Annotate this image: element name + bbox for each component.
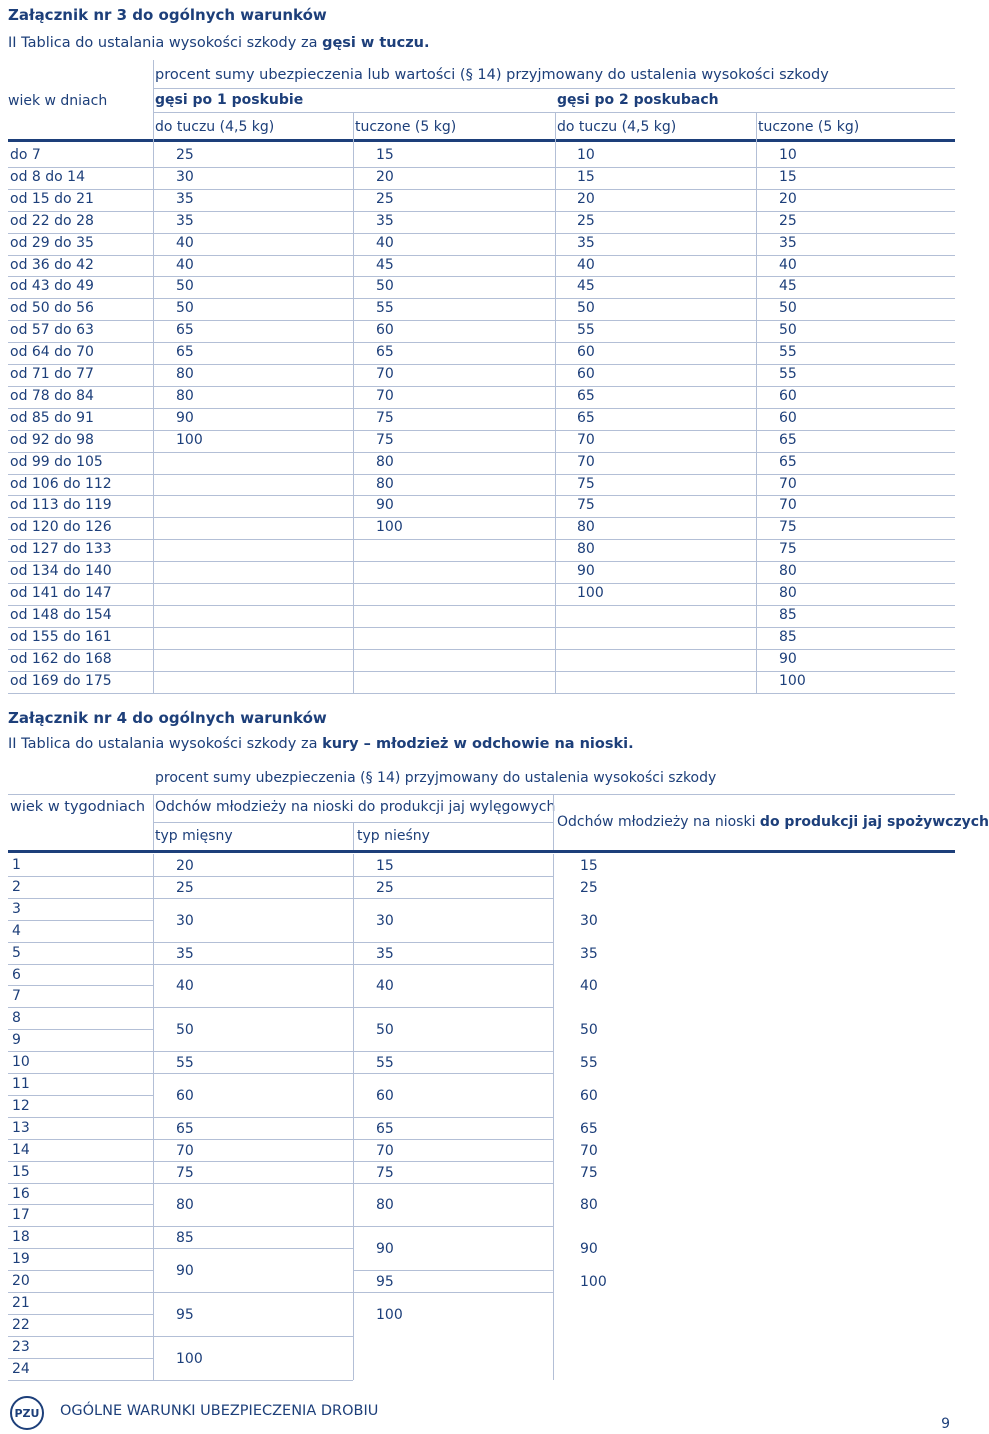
row-rule [153,1051,353,1052]
row-rule [353,964,553,965]
value-c1: 95 [176,1306,194,1323]
row-age-label: od 141 do 147 [10,585,112,601]
row-value-col-1: 25 [176,147,194,163]
row-rule [153,1161,353,1162]
row-rule [8,1358,153,1359]
value-c2: 30 [376,912,394,929]
row-rule [8,211,955,212]
value-c1: 35 [176,945,194,962]
row-value-col-3: 45 [577,278,595,295]
row-rule [8,255,955,256]
row-rule [353,1226,553,1227]
row-value-col-3: 55 [577,322,595,339]
row-value-col-3: 80 [577,519,595,536]
row-rule [8,452,955,453]
row-age-label: od 29 do 35 [10,234,94,251]
row-rule [8,1204,153,1205]
row-rule [353,898,553,899]
value-c2: 60 [376,1087,394,1104]
row-age-label: od 92 do 98 [10,431,94,448]
header-divider-1 [153,794,154,850]
row-rule [153,1183,353,1184]
row-rule [8,876,153,877]
row-value-col-4: 90 [779,650,797,667]
header-divider-2 [353,822,354,850]
row-value-col-3: 70 [577,453,595,470]
week-label: 12 [12,1097,30,1114]
row-rule [8,1380,153,1381]
row-value-col-4: 85 [779,628,797,645]
section4-title: Załącznik nr 4 do ogólnych warunków [8,709,327,727]
pzu-logo: PZU [10,1396,44,1430]
row-value-col-3: 50 [577,300,595,317]
row-age-label: od 15 do 21 [10,190,94,207]
value-c1: 100 [176,1350,203,1367]
row-value-col-2: 80 [376,453,394,470]
header-group-2: gęsi po 2 poskubach [557,92,719,108]
row-rule [8,408,955,409]
row-age-label: od 99 do 105 [10,453,103,470]
row-age-label: od 50 do 56 [10,300,94,317]
row-rule [8,1226,153,1227]
row-age-label: od 148 do 154 [10,606,112,623]
row-rule [353,1270,553,1271]
row-rule [8,1292,153,1293]
row-rule [8,1007,153,1008]
value-c3: 60 [580,1087,598,1104]
page-number: 9 [941,1416,950,1432]
value-c3: 100 [580,1274,607,1291]
header-divider-left [153,60,154,112]
row-value-col-2: 70 [376,366,394,382]
row-age-label: od 106 do 112 [10,475,112,492]
week-label: 13 [12,1119,30,1136]
row-rule [8,1183,153,1184]
row-value-col-1: 40 [176,234,194,251]
row-rule [8,474,955,475]
value-c3: 75 [580,1164,598,1181]
value-c3: 55 [580,1055,598,1072]
row-rule [353,1183,553,1184]
value-c2: 75 [376,1164,394,1181]
row-rule [353,942,553,943]
row-age-label: od 85 do 91 [10,409,94,426]
row-rule [8,1314,153,1315]
week-label: 7 [12,988,21,1005]
row-age-label: od 36 do 42 [10,256,94,273]
value-c2: 50 [376,1022,394,1039]
week-label: 15 [12,1163,30,1180]
value-c1: 85 [176,1230,194,1247]
section3-subtitle-bold: gęsi w tuczu. [322,35,430,51]
value-c1: 60 [176,1087,194,1104]
row-value-col-3: 25 [577,212,595,229]
week-label: 1 [12,857,21,873]
week-label: 10 [12,1054,30,1071]
row-rule [353,1161,553,1162]
value-c3: 90 [580,1241,598,1258]
row-age-label: od 57 do 63 [10,322,94,339]
header-percent-label: procent sumy ubezpieczenia lub wartości (§ 14) przyjmowany do ustalenia wysokości szkody [155,67,829,83]
row-value-col-2: 80 [376,475,394,492]
row-rule [8,1073,153,1074]
value-c2: 35 [376,945,394,962]
row-rule [353,1139,553,1140]
section4-subtitle-prefix: II Tablica do ustalania wysokości szkody za [8,736,323,752]
row-value-col-3: 10 [577,147,595,163]
row-rule [8,430,955,431]
value-c1: 40 [176,978,194,995]
row-rule [8,233,955,234]
week-label: 20 [12,1273,30,1290]
row-value-col-1: 50 [176,300,194,317]
week-label: 4 [12,922,21,939]
value-c2: 80 [376,1197,394,1214]
value-c2: 90 [376,1241,394,1258]
row-value-col-2: 70 [376,387,394,404]
row-value-col-4: 75 [779,519,797,536]
week-label: 14 [12,1141,30,1158]
header-rule-mid [153,112,955,113]
row-rule [353,1117,553,1118]
row-value-col-3: 20 [577,190,595,207]
row-value-col-1: 30 [176,168,194,185]
row-value-col-4: 45 [779,278,797,295]
row-rule [8,920,153,921]
header-divider-3 [553,794,554,850]
header-rule-top [8,794,955,795]
week-label: 16 [12,1185,30,1202]
row-rule [8,627,955,628]
row-rule [8,942,153,943]
footer-text: OGÓLNE WARUNKI UBEZPIECZENIA DROBIU [60,1403,379,1419]
header-group-1: Odchów młodzieży na nioski do produkcji jaj wylęgowych [155,799,556,815]
row-value-col-2: 100 [376,519,403,536]
row-rule [8,1051,153,1052]
value-c2: 65 [376,1120,394,1137]
row-rule [153,1292,353,1293]
row-value-col-3: 70 [577,431,595,448]
row-age-label: od 127 do 133 [10,541,112,558]
row-value-col-4: 25 [779,212,797,229]
row-rule [8,671,955,672]
row-value-col-3: 90 [577,563,595,580]
value-c3: 80 [580,1197,598,1214]
row-rule [153,1248,353,1249]
row-value-col-4: 65 [779,431,797,448]
section4-subtitle [8,736,634,752]
value-c3: 30 [580,912,598,929]
week-label: 3 [12,900,21,917]
row-age-label: od 43 do 49 [10,278,94,295]
header-group-2-bold: do produkcji jaj spożywczych [759,814,989,830]
row-age-label: od 162 do 168 [10,650,112,667]
row-value-col-3: 75 [577,497,595,514]
row-value-col-2: 60 [376,322,394,339]
row-value-col-2: 20 [376,168,394,185]
row-rule [8,495,955,496]
row-value-col-4: 55 [779,344,797,361]
row-rule [153,1117,353,1118]
row-value-col-3: 80 [577,541,595,558]
row-rule [153,1139,353,1140]
row-value-col-2: 25 [376,190,394,207]
value-c1: 20 [176,857,194,874]
row-rule [8,320,955,321]
row-age-label: do 7 [10,147,41,163]
row-value-col-1: 35 [176,212,194,229]
row-value-col-1: 80 [176,387,194,404]
header-group-2 [557,814,989,830]
header-age-label: wiek w dniach [8,93,108,109]
header-col-1: do tuczu (4,5 kg) [155,119,275,135]
row-value-col-4: 55 [779,366,797,382]
row-rule [8,964,153,965]
row-value-col-4: 100 [779,672,806,689]
row-rule [8,649,955,650]
value-c3: 40 [580,978,598,995]
value-c2: 15 [376,857,394,874]
row-rule [153,1007,353,1008]
row-value-col-4: 50 [779,300,797,317]
row-value-col-3: 65 [577,409,595,426]
week-label: 21 [12,1295,30,1311]
header-col-3: do tuczu (4,5 kg) [557,119,677,135]
row-value-col-4: 80 [779,585,797,601]
row-rule [8,517,955,518]
row-rule [153,942,353,943]
row-rule [153,1226,353,1227]
row-rule [353,1292,553,1293]
row-rule [353,1073,553,1074]
row-value-col-2: 75 [376,431,394,448]
week-label: 19 [12,1251,30,1268]
row-value-col-2: 75 [376,409,394,426]
row-rule [153,898,353,899]
row-rule [8,1029,153,1030]
row-value-col-4: 85 [779,606,797,623]
row-age-label: od 64 do 70 [10,344,94,361]
week-label: 22 [12,1316,30,1333]
header-age-label: wiek w tygodniach [10,799,146,815]
row-rule [153,876,353,877]
section3-title: Załącznik nr 3 do ogólnych warunków [8,6,327,24]
row-value-col-4: 50 [779,322,797,339]
row-value-col-3: 60 [577,366,595,382]
row-value-col-4: 10 [779,147,797,163]
row-value-col-2: 40 [376,234,394,251]
row-value-col-1: 35 [176,190,194,207]
value-c1: 65 [176,1120,194,1137]
column-divider-3 [553,854,554,1380]
row-rule [8,583,955,584]
row-rule [8,1117,153,1118]
row-value-col-4: 35 [779,234,797,251]
row-rule [153,1073,353,1074]
value-c1: 80 [176,1197,194,1214]
row-rule [153,964,353,965]
row-rule [8,561,955,562]
value-c1: 30 [176,912,194,929]
row-rule [8,1248,153,1249]
row-rule [8,693,955,694]
week-label: 6 [12,966,21,983]
row-value-col-3: 15 [577,168,595,185]
row-rule [8,898,153,899]
row-value-col-4: 65 [779,453,797,470]
row-value-col-3: 35 [577,234,595,251]
header-group-1: gęsi po 1 poskubie [155,92,304,108]
row-age-label: od 22 do 28 [10,212,94,229]
row-value-col-4: 40 [779,256,797,273]
week-label: 23 [12,1338,30,1355]
value-c3: 65 [580,1120,598,1137]
header-group-2-prefix: Odchów młodzieży na nioski [557,814,760,830]
row-rule [8,276,955,277]
row-rule [8,985,153,986]
row-value-col-2: 90 [376,497,394,514]
header-col-2: typ nieśny [357,828,430,844]
row-rule [8,605,955,606]
week-label: 18 [12,1229,30,1246]
section4-subtitle-bold: kury – młodzież w odchowie na nioski. [322,736,634,752]
week-label: 17 [12,1207,30,1224]
row-value-col-3: 60 [577,344,595,361]
row-value-col-2: 65 [376,344,394,361]
row-rule [153,1336,353,1337]
value-c1: 50 [176,1022,194,1039]
row-value-col-1: 90 [176,409,194,426]
row-value-col-3: 40 [577,256,595,273]
row-value-col-1: 65 [176,322,194,339]
header-rule-top [153,88,955,89]
value-c2: 100 [376,1306,403,1323]
row-rule [8,1161,153,1162]
header-col-2: tuczone (5 kg) [355,119,457,135]
value-c2: 40 [376,978,394,995]
row-rule [8,1270,153,1271]
row-value-col-1: 40 [176,256,194,273]
row-value-col-1: 80 [176,366,194,382]
value-c1: 75 [176,1164,194,1181]
row-age-label: od 113 do 119 [10,497,112,514]
value-c3: 15 [580,857,598,874]
week-label: 11 [12,1076,30,1092]
value-c3: 35 [580,945,598,962]
value-c2: 25 [376,879,394,896]
week-label: 8 [12,1010,21,1027]
row-value-col-1: 50 [176,278,194,295]
row-age-label: od 120 do 126 [10,519,112,536]
row-age-label: od 78 do 84 [10,387,94,404]
row-rule [8,364,955,365]
row-rule [8,342,955,343]
value-c2: 95 [376,1274,394,1291]
row-value-col-2: 50 [376,278,394,295]
row-value-col-3: 75 [577,475,595,492]
row-rule [8,298,955,299]
week-label: 2 [12,878,21,895]
row-value-col-2: 45 [376,256,394,273]
row-rule [8,1336,153,1337]
row-value-col-1: 100 [176,431,203,448]
row-value-col-3: 65 [577,387,595,404]
row-rule [153,1380,353,1381]
row-value-col-4: 20 [779,190,797,207]
header-col-1: typ mięsny [155,828,233,844]
row-age-label: od 155 do 161 [10,628,112,645]
row-rule [8,1095,153,1096]
row-value-col-4: 80 [779,563,797,580]
value-c1: 70 [176,1142,194,1159]
row-rule [353,1051,553,1052]
header-rule-thick [8,850,955,853]
value-c1: 55 [176,1055,194,1072]
row-value-col-2: 55 [376,300,394,317]
row-rule [8,1139,153,1140]
row-value-col-2: 35 [376,212,394,229]
row-age-label: od 71 do 77 [10,366,94,382]
week-label: 9 [12,1032,21,1049]
value-c2: 55 [376,1055,394,1072]
row-value-col-4: 60 [779,409,797,426]
section3-subtitle-prefix: II Tablica do ustalania wysokości szkody za [8,35,323,51]
week-label: 5 [12,944,21,961]
row-value-col-2: 15 [376,147,394,163]
header-percent-label: procent sumy ubezpieczenia (§ 14) przyjmowany do ustalenia wysokości szkody [155,770,717,786]
header-rule-thick [8,139,955,142]
value-c3: 70 [580,1142,598,1159]
row-rule [353,1007,553,1008]
row-value-col-1: 65 [176,344,194,361]
row-value-col-4: 75 [779,541,797,558]
row-rule [8,167,955,168]
row-rule [353,876,553,877]
row-age-label: od 134 do 140 [10,563,112,580]
header-col-4: tuczone (5 kg) [758,119,860,135]
week-label: 24 [12,1360,30,1377]
value-c2: 70 [376,1142,394,1159]
row-value-col-4: 15 [779,168,797,185]
row-value-col-3: 100 [577,585,604,601]
value-c3: 50 [580,1022,598,1039]
value-c1: 25 [176,879,194,896]
row-age-label: od 169 do 175 [10,672,112,689]
row-value-col-4: 60 [779,387,797,404]
section3-subtitle [8,35,430,51]
row-rule [8,386,955,387]
row-rule [8,539,955,540]
value-c3: 25 [580,879,598,896]
row-value-col-4: 70 [779,497,797,514]
row-age-label: od 8 do 14 [10,168,85,185]
value-c1: 90 [176,1263,194,1280]
row-rule [8,189,955,190]
row-value-col-4: 70 [779,475,797,492]
